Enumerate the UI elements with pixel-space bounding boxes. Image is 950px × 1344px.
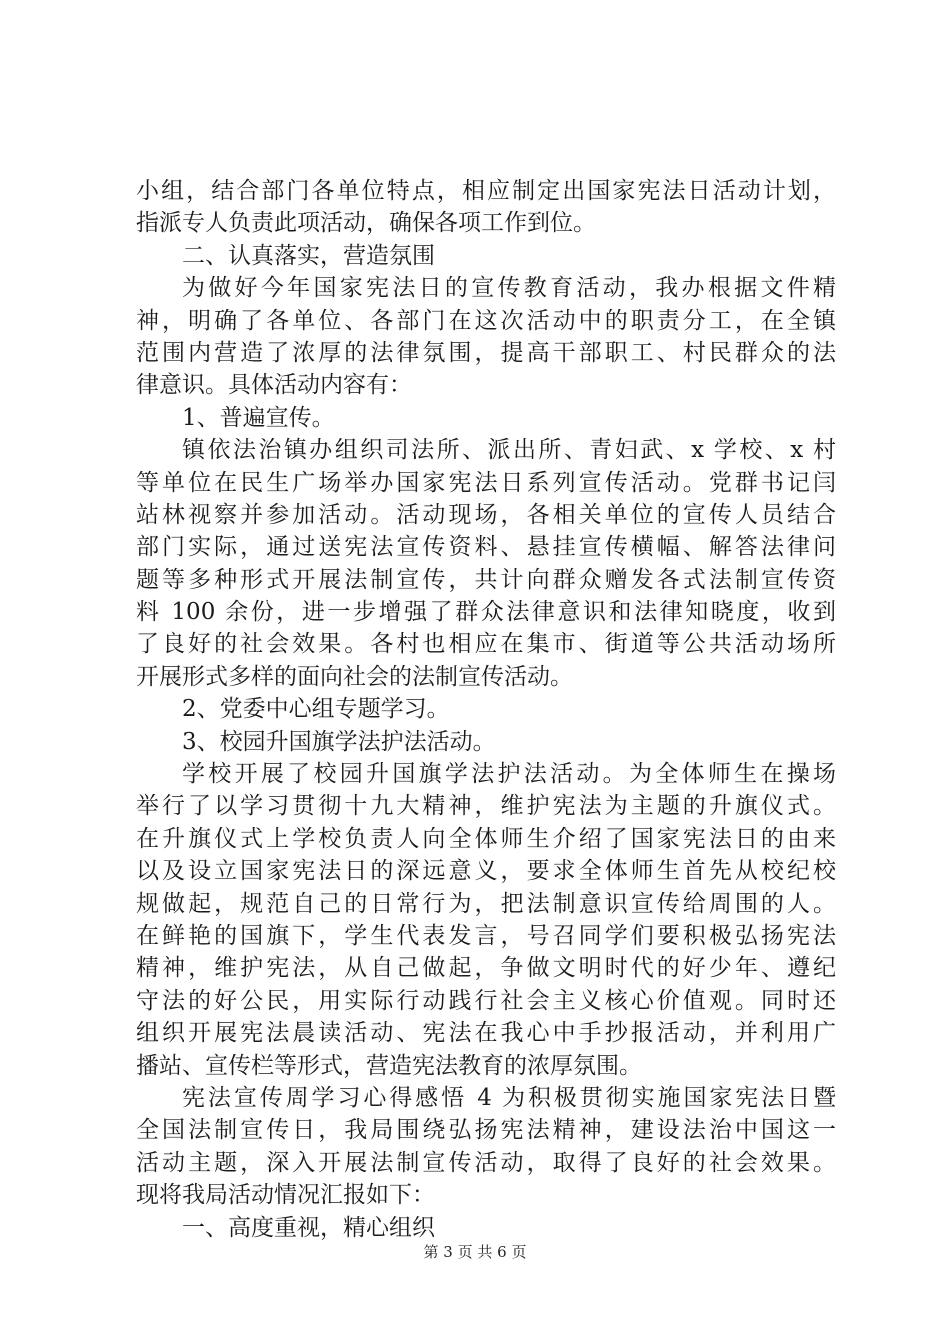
text-line: 规做起，规范自己的日常行为，把法制意识宣传给周围的人。	[136, 890, 836, 917]
text-line: 二、认真落实，营造氛围	[182, 242, 435, 269]
text-line: 料 100 余份，进一步增强了群众法律意识和法律知晓度，收到	[136, 599, 836, 626]
text-line: 指派专人负责此项活动，确保各项工作到位。	[136, 210, 596, 237]
text-line: 开展形式多样的面向社会的法制宣传活动。	[136, 663, 573, 690]
text-line: 3、校园升国旗学法护法活动。	[182, 728, 496, 755]
text-line: 律意识。具体活动内容有：	[136, 372, 412, 399]
text-line: 1、普遍宣传。	[182, 404, 335, 431]
text-line: 全国法制宣传日，我局围绕弘扬宪法精神，建设法治中国这一	[136, 1117, 836, 1144]
text-line: 了良好的社会效果。各村也相应在集市、街道等公共活动场所	[136, 631, 836, 658]
body-text	[136, 175, 836, 1244]
text-line: 守法的好公民，用实际行动践行社会主义核心价值观。同时还	[136, 987, 836, 1014]
text-line: 为做好今年国家宪法日的宣传教育活动，我办根据文件精	[182, 275, 836, 302]
text-line: 等单位在民生广场举办国家宪法日系列宣传活动。党群书记闫	[136, 469, 836, 496]
text-line: 范围内营造了浓厚的法律氛围，提高干部职工、村民群众的法	[136, 339, 836, 366]
text-line: 活动主题，深入开展法制宣传活动，取得了良好的社会效果。	[136, 1149, 836, 1176]
text-line: 宪法宣传周学习心得感悟 4 为积极贯彻实施国家宪法日暨	[182, 1084, 836, 1111]
text-line: 题等多种形式开展法制宣传，共计向群众赠发各式法制宣传资	[136, 566, 836, 593]
text-line: 组织开展宪法晨读活动、宪法在我心中手抄报活动，并利用广	[136, 1020, 836, 1047]
text-line: 小组，结合部门各单位特点，相应制定出国家宪法日活动计划，	[136, 178, 836, 204]
text-line: 2、党委中心组专题学习。	[182, 696, 450, 723]
text-line: 现将我局活动情况汇报如下：	[136, 1182, 435, 1209]
text-line: 站林视察并参加活动。活动现场，各相关单位的宣传人员结合	[136, 501, 836, 528]
text-line: 举行了以学习贯彻十九大精神，维护宪法为主题的升旗仪式。	[136, 793, 836, 820]
page-footer: 第 3 页 共 6 页	[423, 1243, 527, 1261]
text-line: 播站、宣传栏等形式，营造宪法教育的浓厚氛围。	[136, 1052, 642, 1079]
text-line: 在鲜艳的国旗下，学生代表发言，号召同学们要积极弘扬宪法	[136, 922, 836, 949]
text-line: 以及设立国家宪法日的深远意义，要求全体师生首先从校纪校	[136, 858, 836, 885]
text-line: 在升旗仪式上学校负责人向全体师生介绍了国家宪法日的由来	[136, 825, 836, 852]
text-line: 神，明确了各单位、各部门在这次活动中的职责分工，在全镇	[136, 307, 836, 334]
text-line: 一、高度重视，精心组织	[182, 1214, 435, 1241]
text-line: 学校开展了校园升国旗学法护法活动。为全体师生在操场	[182, 761, 836, 788]
text-line: 镇依法治镇办组织司法所、派出所、青妇武、x 学校、x 村	[182, 437, 836, 464]
text-line: 部门实际，通过送宪法宣传资料、悬挂宣传横幅、解答法律问	[136, 534, 836, 561]
text-line: 精神，维护宪法，从自己做起，争做文明时代的好少年、遵纪	[136, 955, 836, 982]
